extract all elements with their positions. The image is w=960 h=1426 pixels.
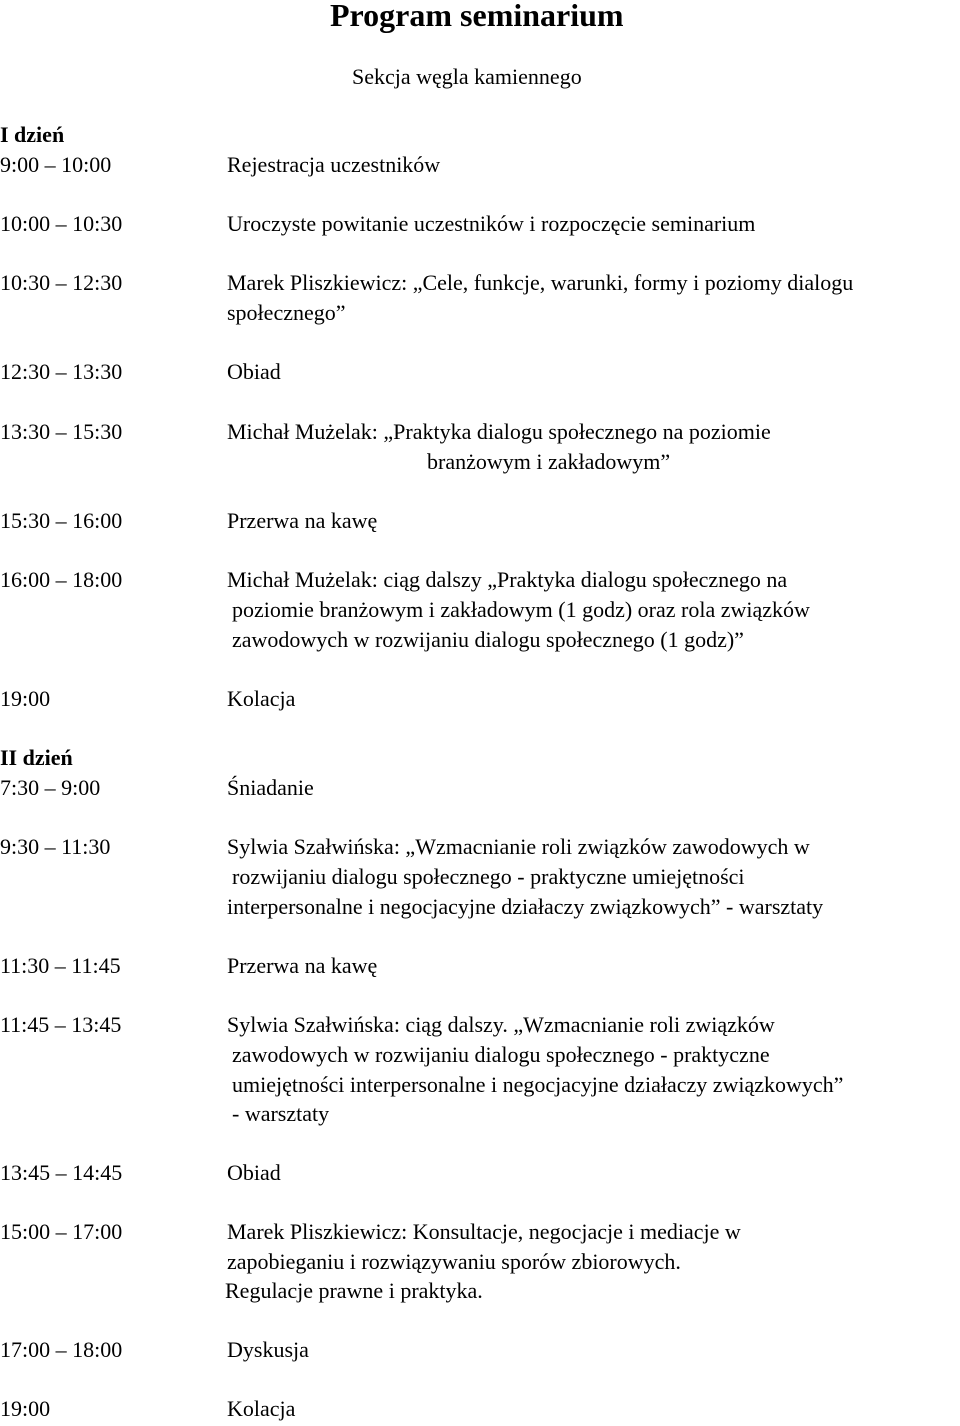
session-text: Uroczyste powitanie uczestników i rozpoczęcie seminarium xyxy=(227,211,756,236)
session-text: Obiad xyxy=(227,359,281,384)
session-text: poziomie branżowym i zakładowym (1 godz) oraz rola związków xyxy=(232,597,810,622)
session-time: 15:30 – 16:00 xyxy=(0,508,123,533)
session-time: 19:00 xyxy=(0,686,51,711)
session-text: Kolacja xyxy=(227,686,296,711)
session-time: 13:30 – 15:30 xyxy=(0,419,123,444)
session-text: Kolacja xyxy=(227,1396,296,1421)
session-time: 16:00 – 18:00 xyxy=(0,567,123,592)
session-text: interpersonalne i negocjacyjne działaczy związkowych” - warsztaty xyxy=(227,894,824,919)
session-text: Śniadanie xyxy=(227,775,314,800)
session-text: Obiad xyxy=(227,1160,281,1185)
session-time: 13:45 – 14:45 xyxy=(0,1160,123,1185)
session-time: 11:45 – 13:45 xyxy=(0,1012,122,1037)
session-text: Marek Pliszkiewicz: Konsultacje, negocjacje i mediacje w xyxy=(227,1219,741,1244)
session-text: - warsztaty xyxy=(232,1101,330,1126)
session-text: Marek Pliszkiewicz: „Cele, funkcje, warunki, formy i poziomy dialogu xyxy=(227,270,854,295)
session-text: Przerwa na kawę xyxy=(227,508,378,533)
session-time: 9:00 – 10:00 xyxy=(0,152,112,177)
page-subtitle: Sekcja węgla kamiennego xyxy=(352,64,582,89)
session-time: 11:30 – 11:45 xyxy=(0,953,121,978)
session-text: Sylwia Szałwińska: ciąg dalszy. „Wzmacnianie roli związków xyxy=(227,1012,775,1037)
session-text: Michał Mużelak: „Praktyka dialogu społecznego na poziomie xyxy=(227,419,771,444)
session-time: 7:30 – 9:00 xyxy=(0,775,101,800)
page-title: Program seminarium xyxy=(330,0,624,33)
session-text: branżowym i zakładowym” xyxy=(427,449,671,474)
session-text: umiejętności interpersonalne i negocjacyjne działaczy związkowych” xyxy=(232,1072,844,1097)
session-text: Dyskusja xyxy=(227,1337,309,1362)
session-text: Rejestracja uczestników xyxy=(227,152,441,177)
session-time: 10:00 – 10:30 xyxy=(0,211,123,236)
session-time: 19:00 xyxy=(0,1396,51,1421)
session-text: Michał Mużelak: ciąg dalszy „Praktyka dialogu społecznego na xyxy=(227,567,788,592)
day-heading: II dzień xyxy=(0,745,73,770)
session-text: zawodowych w rozwijaniu dialogu społecznego (1 godz)” xyxy=(232,627,744,652)
session-time: 17:00 – 18:00 xyxy=(0,1337,123,1362)
session-time: 10:30 – 12:30 xyxy=(0,270,123,295)
session-time: 12:30 – 13:30 xyxy=(0,359,123,384)
session-text: Przerwa na kawę xyxy=(227,953,378,978)
session-text: rozwijaniu dialogu społecznego - praktyczne umiejętności xyxy=(232,864,745,889)
session-text: Sylwia Szałwińska: „Wzmacnianie roli związków zawodowych w xyxy=(227,834,810,859)
session-text: społecznego” xyxy=(227,300,346,325)
session-text: Regulacje prawne i praktyka. xyxy=(225,1278,483,1303)
session-time: 15:00 – 17:00 xyxy=(0,1219,123,1244)
session-text: zapobieganiu i rozwiązywaniu sporów zbiorowych. xyxy=(227,1249,681,1274)
day-heading: I dzień xyxy=(0,122,65,147)
session-text: zawodowych w rozwijaniu dialogu społecznego - praktyczne xyxy=(232,1042,770,1067)
session-time: 9:30 – 11:30 xyxy=(0,834,111,859)
